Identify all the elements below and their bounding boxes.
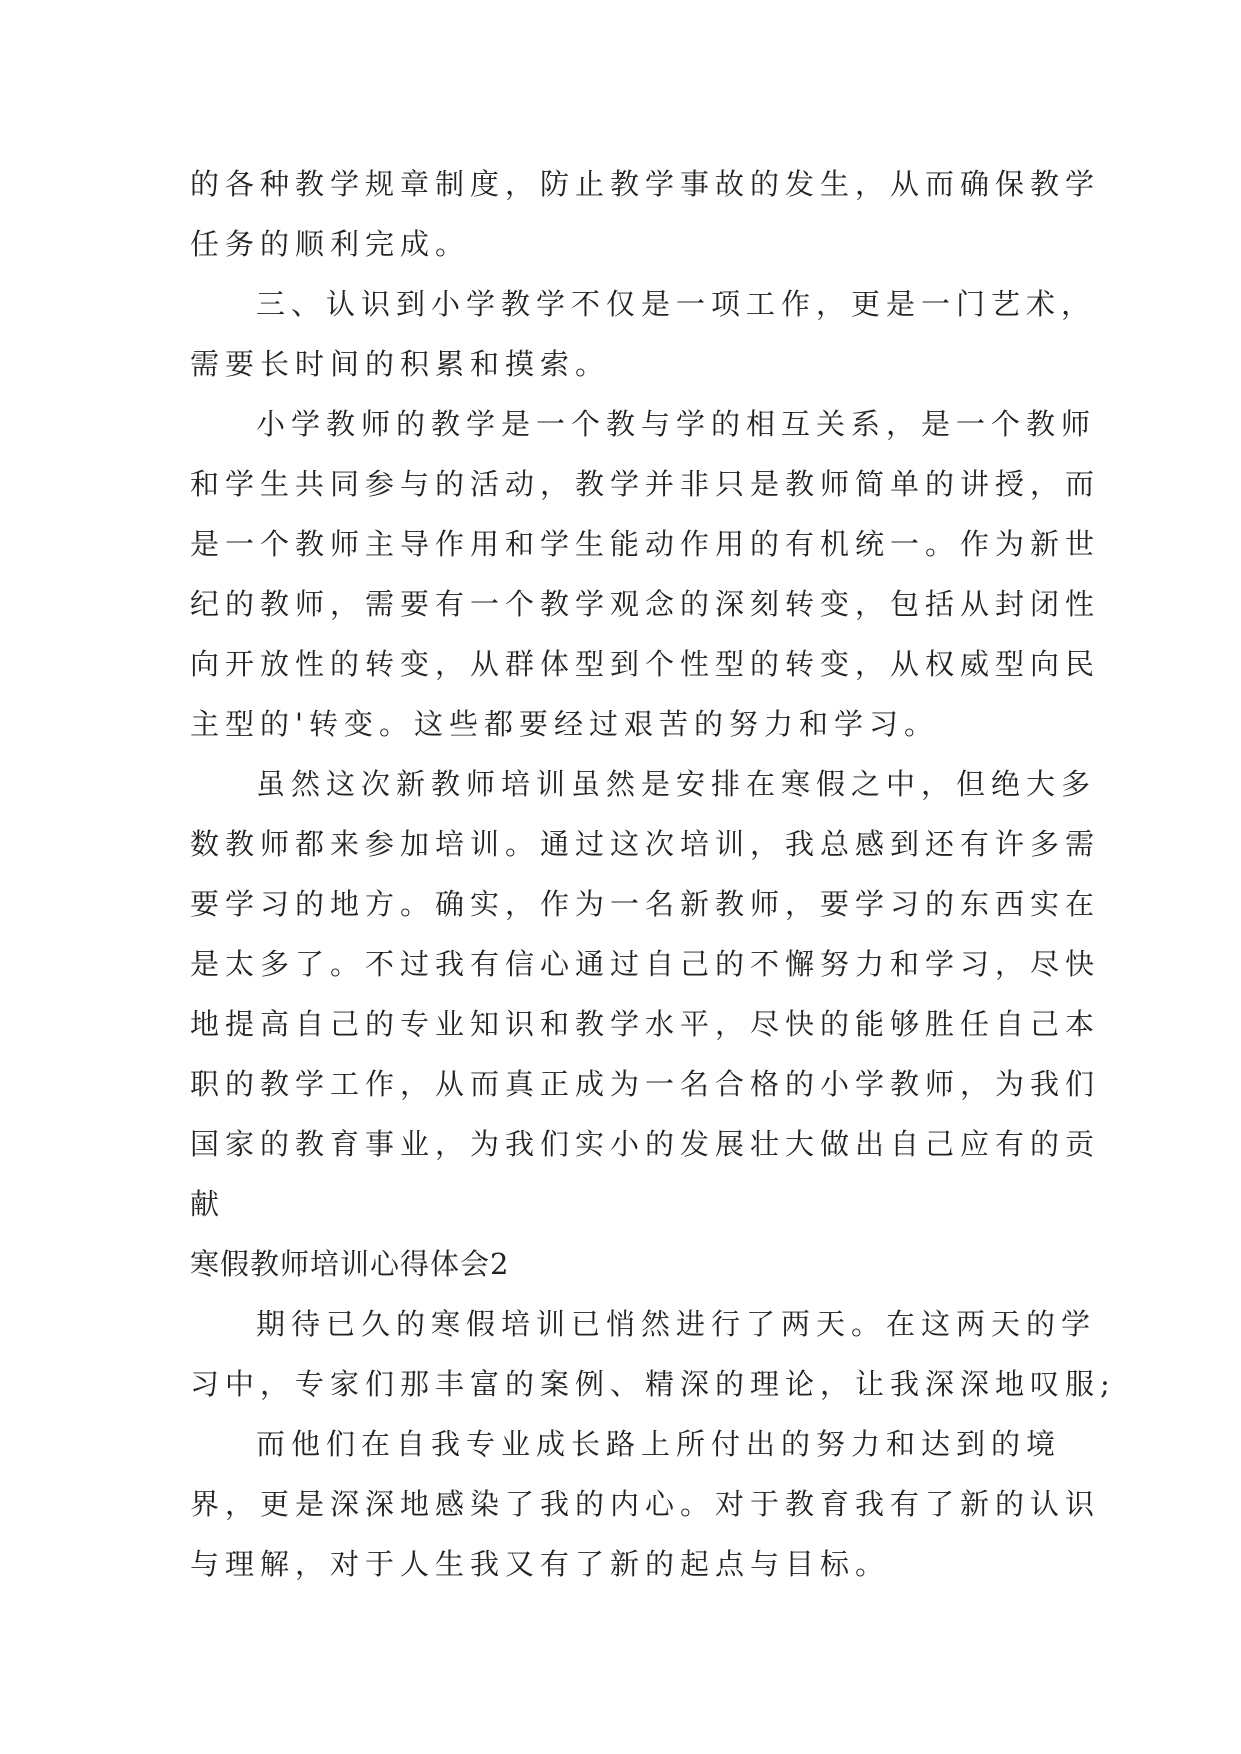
text-line: 的各种教学规章制度，防止教学事故的发生，从而确保教学: [190, 167, 1101, 201]
text-line: 数教师都来参加培训。通过这次培训，我总感到还有许多需: [190, 827, 1101, 861]
text-line: 献: [190, 1187, 226, 1221]
text-line: 是太多了。不过我有信心通过自己的不懈努力和学习，尽快: [190, 947, 1101, 981]
paragraph-start: 而他们在自我专业成长路上所付出的努力和达到的境: [256, 1427, 1062, 1461]
section-heading-three: 三、认识到小学教学不仅是一项工作，更是一门艺术，: [256, 287, 1097, 321]
text-line: 纪的教师，需要有一个教学观念的深刻转变，包括从封闭性: [190, 587, 1101, 621]
text-line: 界，更是深深地感染了我的内心。对于教育我有了新的认识: [190, 1487, 1101, 1521]
text-line: 地提高自己的专业知识和教学水平，尽快的能够胜任自己本: [190, 1007, 1101, 1041]
paragraph-start: 小学教师的教学是一个教与学的相互关系，是一个教师: [256, 407, 1097, 441]
text-line: 和学生共同参与的活动，教学并非只是教师简单的讲授，而: [190, 467, 1101, 501]
paragraph-start: 虽然这次新教师培训虽然是安排在寒假之中，但绝大多: [256, 767, 1097, 801]
document-body: [190, 154, 1116, 1594]
paragraph-start: 期待已久的寒假培训已悄然进行了两天。在这两天的学: [256, 1307, 1097, 1341]
text-line: 是一个教师主导作用和学生能动作用的有机统一。作为新世: [190, 527, 1101, 561]
text-line: 与理解，对于人生我又有了新的起点与目标。: [190, 1547, 891, 1581]
text-line: 主型的'转变。这些都要经过艰苦的努力和学习。: [190, 707, 939, 741]
text-line: 职的教学工作，从而真正成为一名合格的小学教师，为我们: [190, 1067, 1101, 1101]
text-line: 要学习的地方。确实，作为一名新教师，要学习的东西实在: [190, 887, 1101, 921]
text-line: 任务的顺利完成。: [190, 227, 471, 261]
article-title: 寒假教师培训心得体会2: [190, 1247, 510, 1281]
text-line: 向开放性的转变，从群体型到个性型的转变，从权威型向民: [190, 647, 1101, 681]
text-line: 习中，专家们那丰富的案例、精深的理论，让我深深地叹服;: [190, 1367, 1116, 1401]
text-line: 需要长时间的积累和摸索。: [190, 347, 611, 381]
text-line: 国家的教育事业，为我们实小的发展壮大做出自己应有的贡: [190, 1127, 1101, 1161]
